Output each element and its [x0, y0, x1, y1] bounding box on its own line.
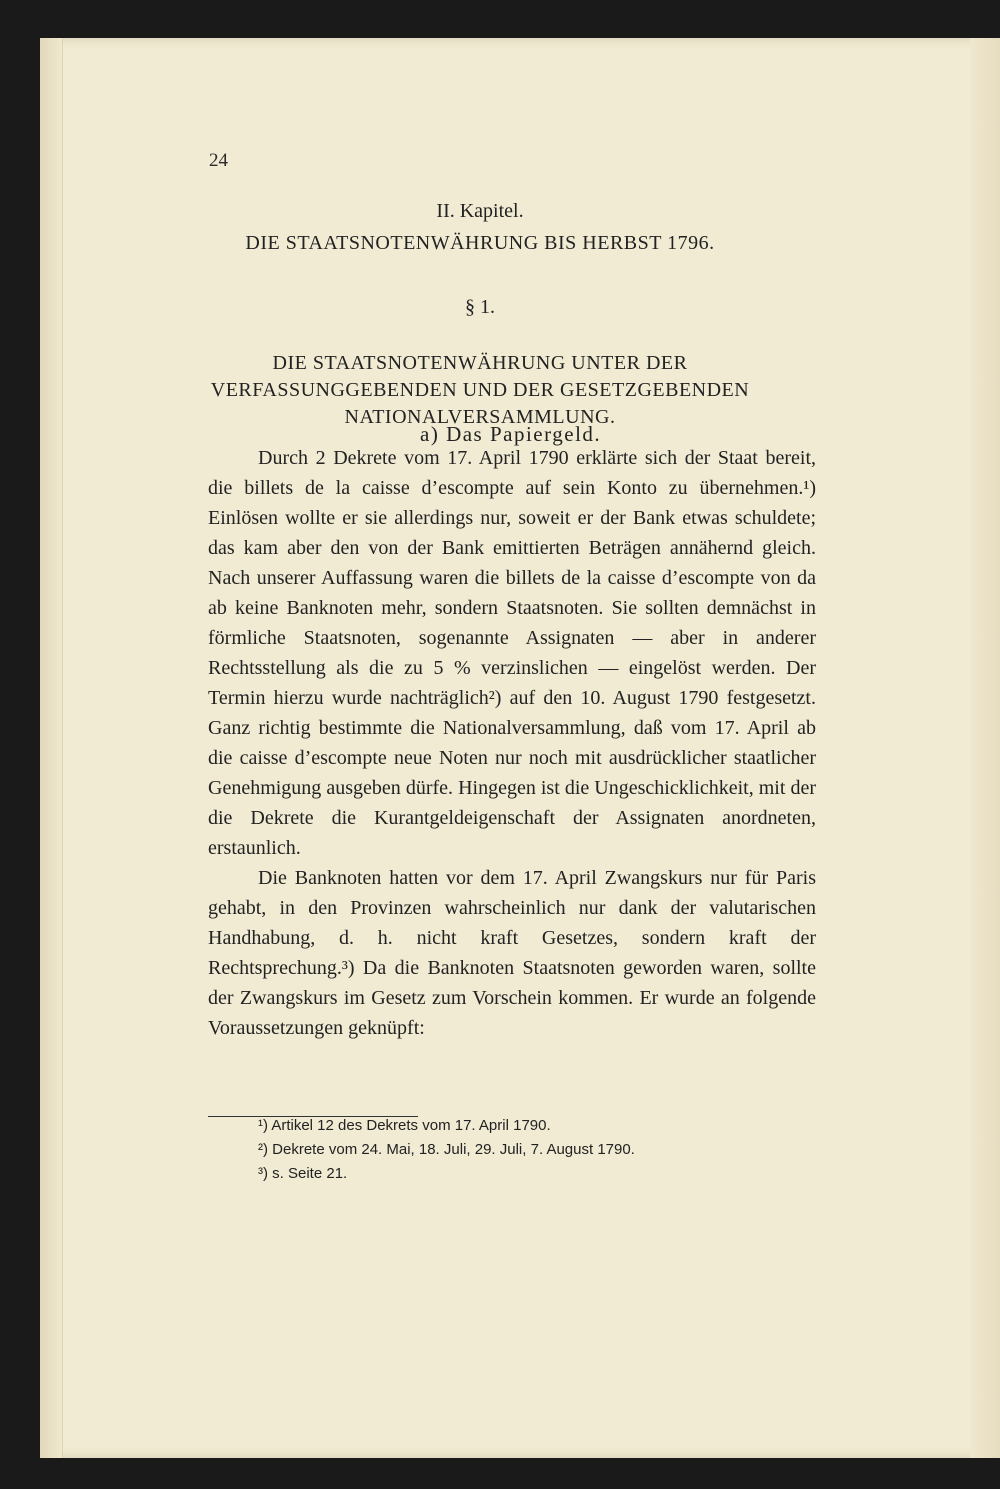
- footnote-1: ¹) Artikel 12 des Dekrets vom 17. April 1790.: [258, 1117, 551, 1134]
- page-right-edge: [970, 38, 1000, 1458]
- paragraph-2: Die Banknoten hatten vor dem 17. April Zwangskurs nur für Paris gehabt, in den Provinzen wahrscheinlich nur dank der valutarischen Handhabung, d. h. nicht kraft Gesetzes, sondern kraft der Rechtsprechung.³) Da die Banknoten Staatsnoten geworden waren, sollte der Zwangskurs im Gesetz zum Vorschein kommen. Er wurde an folgende Voraussetzungen geknüpft:: [208, 867, 816, 1039]
- paragraph-1: Durch 2 Dekrete vom 17. April 1790 erklärte sich der Staat bereit, die billets de la caisse d’escompte auf sein Konto zu übernehmen.¹) Einlösen wollte er sie allerdings nur, soweit er der Bank etwas schuldete; das kam aber den von der Bank emittierten Beträgen annähernd gleich. Nach unserer Auffassung waren die billets de la caisse d’escompte von da ab keine Banknoten mehr, sondern Staatsnoten. Sie sollten demnächst in förmliche Staatsnoten, sogenannte Assignaten — aber in anderer Rechtsstellung als die zu 5 % verzinslichen — eingelöst werden. Der Termin hierzu wurde nachträglich²) auf den 10. August 1790 festgesetzt. Ganz richtig bestimmte die Nationalversammlung, daß vom 17. April ab die caisse d’escompte neue Noten nur noch mit ausdrücklicher staatlicher Genehmigung ausgeben dürfe. Hingegen ist die Ungeschicklichkeit, mit der die Dekrete die Kurantgeldeigenschaft der Assignaten anordneten, erstaunlich.: [208, 447, 816, 859]
- footnote-3: ³) s. Seite 21.: [258, 1165, 348, 1182]
- section-number: § 1.: [465, 296, 495, 318]
- section-title: [0, 312, 960, 431]
- page-number: 24: [209, 150, 228, 171]
- section-title-text: DIE STAATSNOTENWÄHRUNG UNTER DER VERFASSUNGGEBENDEN UND DER GESETZGEBENDEN NATIONALVERSAMMLUNG.: [210, 352, 750, 428]
- subsection-title: a) Das Papiergeld.: [420, 422, 602, 446]
- chapter-number: II. Kapitel.: [436, 200, 524, 222]
- footnote-2: ²) Dekrete vom 24. Mai, 18. Juli, 29. Juli, 7. August 1790.: [258, 1141, 635, 1158]
- footnotes: [258, 1114, 635, 1186]
- chapter-title: DIE STAATSNOTENWÄHRUNG BIS HERBST 1796.: [245, 232, 715, 254]
- body-text: [208, 443, 816, 1043]
